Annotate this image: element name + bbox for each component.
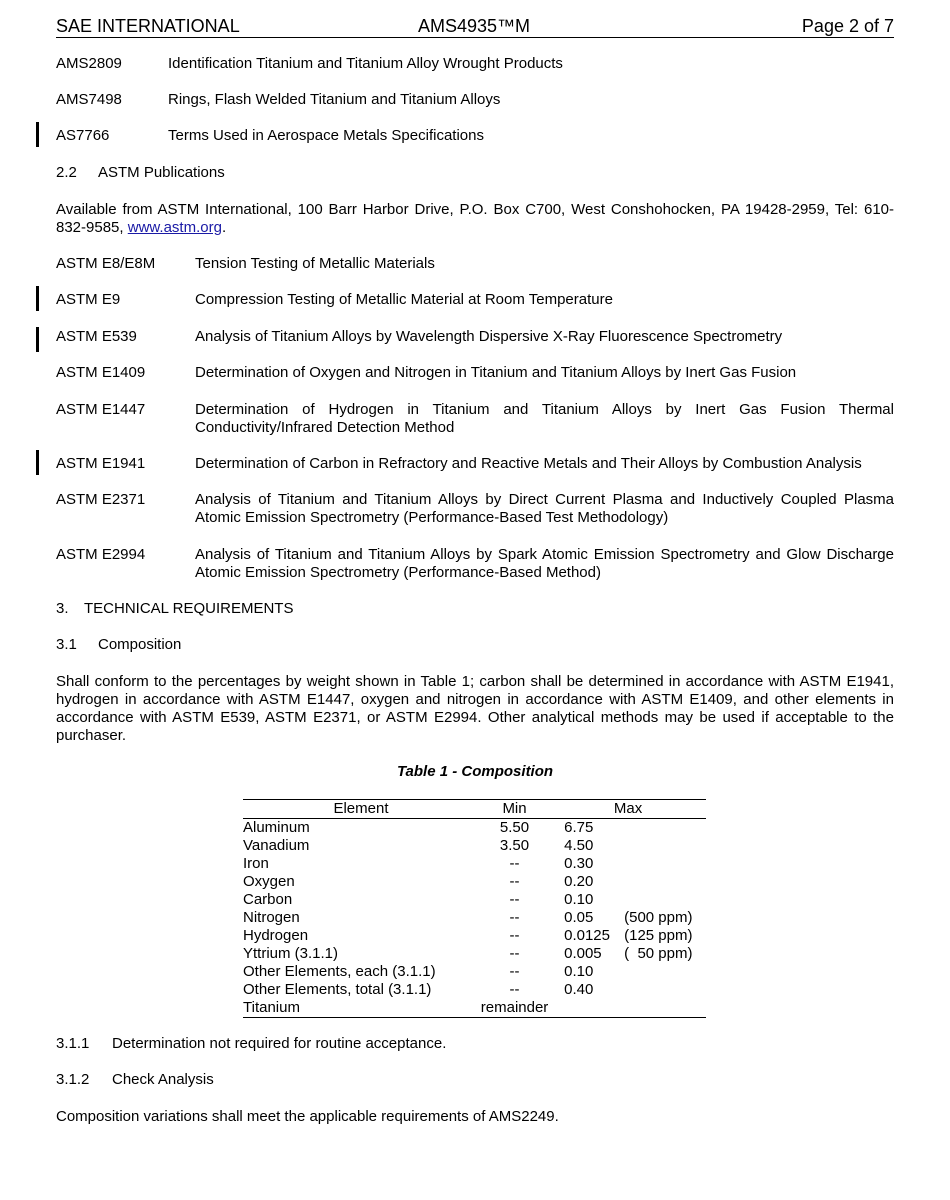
cell-min: -- — [509, 855, 520, 872]
section-3-heading — [56, 600, 894, 618]
cell-element: Oxygen — [243, 873, 295, 890]
max-value: 6.75 — [564, 819, 594, 836]
cell-min: -- — [509, 909, 520, 926]
cell-min: -- — [509, 873, 520, 890]
table-header-row — [243, 800, 706, 819]
cell-min: -- — [509, 981, 520, 998]
cell-min: remainder — [480, 999, 549, 1016]
ref-code: ASTM E539 — [56, 328, 137, 345]
revision-bar — [36, 286, 39, 311]
ref-code: ASTM E1409 — [56, 364, 146, 381]
max-value: 0.005 — [564, 945, 602, 962]
cell-min: 5.50 — [499, 819, 530, 836]
cell-element: Iron — [243, 855, 269, 872]
table-row — [243, 999, 706, 1018]
cell-max — [550, 909, 706, 927]
section-number: 3.1.1 — [56, 1035, 90, 1052]
ppm-value: ( 50 ppm) — [624, 945, 693, 962]
section-number: 2.2 — [56, 164, 77, 181]
cell-element: Nitrogen — [243, 909, 300, 926]
page-header — [56, 15, 894, 38]
ref-desc: Analysis of Titanium Alloys by Wavelength Dispersive X-Ray Fluorescence Spectrometry — [195, 328, 783, 345]
max-value: 4.50 — [564, 837, 594, 854]
header-doc-number: AMS4935™M — [418, 16, 531, 36]
table-row — [243, 909, 706, 927]
ref-desc: Identification Titanium and Titanium Alloy Wrought Products — [168, 55, 563, 72]
ref-code: ASTM E1941 — [56, 455, 146, 472]
ref-desc: Tension Testing of Metallic Materials — [195, 255, 435, 272]
revision-bar — [36, 327, 39, 352]
section-3-1-heading — [56, 636, 894, 654]
cell-max — [550, 963, 706, 981]
max-value: 0.30 — [564, 855, 594, 872]
cell-max — [550, 999, 706, 1018]
cell-element: Other Elements, each (3.1.1) — [243, 963, 436, 980]
cell-element: Hydrogen — [243, 927, 309, 944]
ref-code: AMS2809 — [56, 55, 122, 72]
cell-element: Titanium — [243, 999, 300, 1016]
cell-max — [550, 819, 706, 838]
section-3-1-2-heading — [56, 1071, 894, 1089]
section-number: 3.1.2 — [56, 1071, 90, 1088]
table-row — [243, 891, 706, 909]
table-row — [243, 963, 706, 981]
ref-code: ASTM E9 — [56, 291, 121, 308]
cell-max — [550, 981, 706, 999]
section-title: ASTM Publications — [98, 164, 225, 181]
ref-code: AS7766 — [56, 127, 110, 144]
section-title: Check Analysis — [112, 1071, 214, 1088]
table-row — [243, 819, 706, 838]
section-number: 3. — [56, 600, 69, 617]
table-row — [243, 945, 706, 963]
availability-text: Available from ASTM International, 100 Barr Harbor Drive, P.O. Box C700, West Conshohocken, PA 19428-2959, Tel: 610-832-9585, — [56, 201, 894, 236]
section-title: Composition — [98, 636, 182, 653]
ref-desc: Terms Used in Aerospace Metals Specifications — [168, 127, 484, 144]
ref-code: AMS7498 — [56, 91, 122, 108]
cell-element: Aluminum — [243, 819, 310, 836]
section-3-1-1 — [56, 1035, 894, 1053]
header-org: SAE INTERNATIONAL — [56, 16, 240, 36]
table-row — [243, 837, 706, 855]
cell-min: -- — [509, 927, 520, 944]
max-value: 0.10 — [564, 891, 594, 908]
cell-element: Other Elements, total (3.1.1) — [243, 981, 432, 998]
column-header-max: Max — [613, 800, 643, 817]
table-row — [243, 873, 706, 891]
header-page-number: Page 2 of 7 — [801, 16, 894, 36]
ref-desc: Analysis of Titanium and Titanium Alloys by Direct Current Plasma and Inductively Coupled Plasma Atomic Emission Spectrometry (Performance-Based Test Methodology) — [195, 491, 894, 526]
section-number: 3.1 — [56, 636, 77, 653]
astm-availability-paragraph — [56, 201, 894, 237]
max-value: 0.0125 — [564, 927, 610, 944]
max-value: 0.10 — [564, 963, 594, 980]
ppm-value: (500 ppm) — [624, 909, 693, 926]
cell-max — [550, 891, 706, 909]
ref-desc: Determination of Hydrogen in Titanium and Titanium Alloys by Inert Gas Fusion Thermal Conductivity/Infrared Detection Method — [195, 401, 894, 436]
revision-bar — [36, 122, 39, 147]
ref-desc: Determination of Carbon in Refractory and Reactive Metals and Their Alloys by Combustion Analysis — [195, 455, 862, 472]
astm-website-link[interactable]: www.astm.org — [127, 219, 222, 236]
cell-min: 3.50 — [499, 837, 530, 854]
composition-table — [243, 799, 706, 1018]
cell-max — [550, 855, 706, 873]
table-row — [243, 927, 706, 945]
cell-min: -- — [509, 891, 520, 908]
column-header-min: Min — [502, 800, 527, 817]
cell-max — [550, 873, 706, 891]
table-row — [243, 981, 706, 999]
column-header-element: Element — [333, 800, 389, 817]
ppm-value: (125 ppm) — [624, 927, 693, 944]
ref-desc: Compression Testing of Metallic Material at Room Temperature — [195, 291, 613, 308]
revision-bar — [36, 450, 39, 475]
section-2-2-heading — [56, 164, 894, 182]
max-value: 0.05 — [564, 909, 594, 926]
ref-desc: Determination of Oxygen and Nitrogen in Titanium and Titanium Alloys by Inert Gas Fusion — [195, 364, 797, 381]
availability-end: . — [221, 219, 227, 236]
section-title: Determination not required for routine acceptance. — [112, 1035, 447, 1052]
ref-code: ASTM E2371 — [56, 491, 146, 508]
cell-element: Yttrium (3.1.1) — [243, 945, 339, 962]
cell-element: Carbon — [243, 891, 293, 908]
cell-min: -- — [509, 963, 520, 980]
ref-code: ASTM E1447 — [56, 401, 146, 418]
max-value: 0.40 — [564, 981, 594, 998]
ref-desc: Rings, Flash Welded Titanium and Titanium Alloys — [168, 91, 501, 108]
cell-max — [550, 837, 706, 855]
section-title: TECHNICAL REQUIREMENTS — [84, 600, 294, 617]
composition-paragraph: Shall conform to the percentages by weight shown in Table 1; carbon shall be determined in accordance with ASTM E1941, hydrogen in accordance with ASTM E1447, oxygen and nitrogen in accordance with ASTM E1409, and other elements in accordance with ASTM E539, ASTM E2371, or ASTM E2994. Other analytical methods may be used if acceptable to the purchaser. — [56, 673, 894, 744]
check-analysis-paragraph: Composition variations shall meet the applicable requirements of AMS2249. — [56, 1108, 559, 1125]
cell-max — [550, 927, 706, 945]
table-row — [243, 855, 706, 873]
cell-min: -- — [509, 945, 520, 962]
max-value: 0.20 — [564, 873, 594, 890]
ref-code: ASTM E2994 — [56, 546, 146, 563]
cell-max — [550, 945, 706, 963]
ref-desc: Analysis of Titanium and Titanium Alloys by Spark Atomic Emission Spectrometry and Glow Discharge Atomic Emission Spectrometry (Performance-Based Method) — [195, 546, 894, 581]
cell-element: Vanadium — [243, 837, 310, 854]
ref-code: ASTM E8/E8M — [56, 255, 156, 272]
table-caption: Table 1 - Composition — [396, 763, 554, 780]
